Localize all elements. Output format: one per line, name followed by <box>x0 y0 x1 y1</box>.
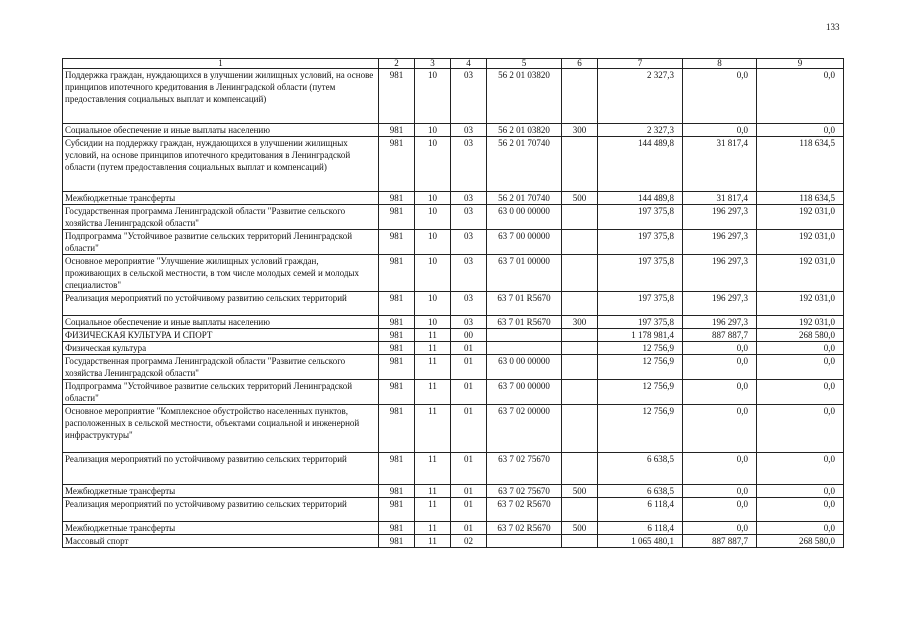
section-cell: 11 <box>415 405 451 453</box>
table-row <box>63 192 844 205</box>
column-number-row <box>63 59 844 69</box>
subsection-cell: 03 <box>451 255 487 292</box>
amount-year-2-cell: 0,0 <box>683 485 757 498</box>
column-number-header: 6 <box>562 59 598 69</box>
ministry-code-cell: 981 <box>379 522 415 535</box>
amount-year-2-cell: 31 817,4 <box>683 137 757 192</box>
target-article-cell: 63 7 00 00000 <box>487 380 562 405</box>
ministry-code-cell: 981 <box>379 535 415 548</box>
ministry-code-cell: 981 <box>379 69 415 124</box>
section-cell: 11 <box>415 522 451 535</box>
amount-year-3-cell: 0,0 <box>757 405 844 453</box>
item-name-cell: Реализация мероприятий по устойчивому развитию сельских территорий <box>63 498 379 522</box>
amount-year-1-cell: 12 756,9 <box>598 342 683 355</box>
amount-year-3-cell: 268 580,0 <box>757 535 844 548</box>
amount-year-2-cell: 196 297,3 <box>683 316 757 329</box>
subsection-cell: 01 <box>451 453 487 485</box>
amount-year-2-cell: 196 297,3 <box>683 230 757 255</box>
expense-type-cell: 300 <box>562 316 598 329</box>
column-number-header: 4 <box>451 59 487 69</box>
amount-year-3-cell: 118 634,5 <box>757 192 844 205</box>
item-name-cell: Субсидии на поддержку граждан, нуждающихся в улучшении жилищных условий, на основе принципов ипотечного кредитования в Ленинградской области (путем предоставления социальных выплат и компенсаций) <box>63 137 379 192</box>
amount-year-2-cell: 0,0 <box>683 342 757 355</box>
amount-year-3-cell: 0,0 <box>757 453 844 485</box>
amount-year-1-cell: 6 638,5 <box>598 485 683 498</box>
table-row <box>63 405 844 453</box>
expense-type-cell <box>562 69 598 124</box>
expense-type-cell: 500 <box>562 192 598 205</box>
amount-year-1-cell: 197 375,8 <box>598 292 683 316</box>
amount-year-1-cell: 12 756,9 <box>598 405 683 453</box>
section-cell: 10 <box>415 69 451 124</box>
target-article-cell: 63 7 01 R5670 <box>487 316 562 329</box>
amount-year-1-cell: 6 638,5 <box>598 453 683 485</box>
expense-type-cell: 500 <box>562 522 598 535</box>
subsection-cell: 02 <box>451 535 487 548</box>
table-row <box>63 69 844 124</box>
target-article-cell: 63 7 01 00000 <box>487 255 562 292</box>
target-article-cell <box>487 329 562 342</box>
target-article-cell: 63 0 00 00000 <box>487 205 562 230</box>
ministry-code-cell: 981 <box>379 230 415 255</box>
column-number-header: 9 <box>757 59 844 69</box>
subsection-cell: 03 <box>451 292 487 316</box>
table-row <box>63 230 844 255</box>
table-row <box>63 124 844 137</box>
target-article-cell: 63 7 02 00000 <box>487 405 562 453</box>
amount-year-3-cell: 192 031,0 <box>757 255 844 292</box>
budget-table-sheet <box>62 58 843 548</box>
expense-type-cell <box>562 535 598 548</box>
table-row <box>63 380 844 405</box>
amount-year-1-cell: 12 756,9 <box>598 380 683 405</box>
amount-year-2-cell: 0,0 <box>683 380 757 405</box>
item-name-cell: Государственная программа Ленинградской области "Развитие сельского хозяйства Ленинградской области" <box>63 355 379 380</box>
amount-year-3-cell: 192 031,0 <box>757 316 844 329</box>
table-row <box>63 255 844 292</box>
amount-year-3-cell: 192 031,0 <box>757 205 844 230</box>
ministry-code-cell: 981 <box>379 124 415 137</box>
target-article-cell: 56 2 01 70740 <box>487 192 562 205</box>
item-name-cell: Межбюджетные трансферты <box>63 485 379 498</box>
section-cell: 10 <box>415 137 451 192</box>
column-number-header: 5 <box>487 59 562 69</box>
section-cell: 11 <box>415 355 451 380</box>
amount-year-3-cell: 268 580,0 <box>757 329 844 342</box>
table-body <box>63 59 844 548</box>
amount-year-3-cell: 0,0 <box>757 355 844 380</box>
table-row <box>63 316 844 329</box>
expense-type-cell <box>562 498 598 522</box>
table-row <box>63 205 844 230</box>
amount-year-2-cell: 887 887,7 <box>683 535 757 548</box>
subsection-cell: 03 <box>451 69 487 124</box>
section-cell: 11 <box>415 342 451 355</box>
amount-year-1-cell: 2 327,3 <box>598 69 683 124</box>
amount-year-1-cell: 1 178 981,4 <box>598 329 683 342</box>
target-article-cell: 63 7 00 00000 <box>487 230 562 255</box>
subsection-cell: 03 <box>451 205 487 230</box>
table-row <box>63 342 844 355</box>
expense-type-cell <box>562 205 598 230</box>
ministry-code-cell: 981 <box>379 316 415 329</box>
budget-table <box>62 58 844 548</box>
expense-type-cell <box>562 255 598 292</box>
amount-year-1-cell: 1 065 480,1 <box>598 535 683 548</box>
expense-type-cell <box>562 137 598 192</box>
section-cell: 10 <box>415 192 451 205</box>
ministry-code-cell: 981 <box>379 498 415 522</box>
ministry-code-cell: 981 <box>379 342 415 355</box>
amount-year-3-cell: 0,0 <box>757 498 844 522</box>
subsection-cell: 03 <box>451 124 487 137</box>
amount-year-1-cell: 6 118,4 <box>598 498 683 522</box>
target-article-cell: 63 7 02 75670 <box>487 485 562 498</box>
ministry-code-cell: 981 <box>379 205 415 230</box>
amount-year-1-cell: 197 375,8 <box>598 205 683 230</box>
section-cell: 10 <box>415 255 451 292</box>
item-name-cell: Межбюджетные трансферты <box>63 192 379 205</box>
amount-year-2-cell: 0,0 <box>683 405 757 453</box>
table-row <box>63 355 844 380</box>
section-cell: 11 <box>415 380 451 405</box>
item-name-cell: Реализация мероприятий по устойчивому развитию сельских территорий <box>63 453 379 485</box>
ministry-code-cell: 981 <box>379 329 415 342</box>
ministry-code-cell: 981 <box>379 355 415 380</box>
column-number-header: 7 <box>598 59 683 69</box>
target-article-cell: 63 7 01 R5670 <box>487 292 562 316</box>
amount-year-2-cell: 0,0 <box>683 453 757 485</box>
subsection-cell: 03 <box>451 316 487 329</box>
item-name-cell: Государственная программа Ленинградской области "Развитие сельского хозяйства Ленинградской области" <box>63 205 379 230</box>
amount-year-3-cell: 192 031,0 <box>757 230 844 255</box>
subsection-cell: 01 <box>451 405 487 453</box>
amount-year-2-cell: 196 297,3 <box>683 205 757 230</box>
amount-year-3-cell: 0,0 <box>757 522 844 535</box>
amount-year-1-cell: 197 375,8 <box>598 230 683 255</box>
amount-year-3-cell: 0,0 <box>757 124 844 137</box>
table-row <box>63 292 844 316</box>
section-cell: 11 <box>415 329 451 342</box>
ministry-code-cell: 981 <box>379 453 415 485</box>
amount-year-1-cell: 6 118,4 <box>598 522 683 535</box>
item-name-cell: Социальное обеспечение и иные выплаты населению <box>63 124 379 137</box>
table-row <box>63 329 844 342</box>
amount-year-1-cell: 144 489,8 <box>598 192 683 205</box>
section-cell: 10 <box>415 205 451 230</box>
ministry-code-cell: 981 <box>379 292 415 316</box>
section-cell: 11 <box>415 485 451 498</box>
amount-year-1-cell: 197 375,8 <box>598 255 683 292</box>
column-number-header: 1 <box>63 59 379 69</box>
expense-type-cell: 300 <box>562 124 598 137</box>
amount-year-2-cell: 196 297,3 <box>683 255 757 292</box>
expense-type-cell <box>562 230 598 255</box>
amount-year-2-cell: 887 887,7 <box>683 329 757 342</box>
table-row <box>63 535 844 548</box>
ministry-code-cell: 981 <box>379 405 415 453</box>
section-cell: 10 <box>415 292 451 316</box>
amount-year-3-cell: 0,0 <box>757 380 844 405</box>
item-name-cell: Межбюджетные трансферты <box>63 522 379 535</box>
expense-type-cell <box>562 453 598 485</box>
item-name-cell: Основное мероприятие "Улучшение жилищных условий граждан, проживающих в сельской местности, в том числе молодых семей и молодых специалистов" <box>63 255 379 292</box>
subsection-cell: 01 <box>451 342 487 355</box>
subsection-cell: 01 <box>451 355 487 380</box>
item-name-cell: Физическая культура <box>63 342 379 355</box>
subsection-cell: 03 <box>451 230 487 255</box>
column-number-header: 8 <box>683 59 757 69</box>
section-cell: 11 <box>415 535 451 548</box>
target-article-cell: 56 2 01 03820 <box>487 124 562 137</box>
amount-year-3-cell: 0,0 <box>757 69 844 124</box>
target-article-cell <box>487 342 562 355</box>
amount-year-1-cell: 144 489,8 <box>598 137 683 192</box>
table-row <box>63 522 844 535</box>
ministry-code-cell: 981 <box>379 380 415 405</box>
expense-type-cell <box>562 380 598 405</box>
table-row <box>63 137 844 192</box>
section-cell: 11 <box>415 453 451 485</box>
subsection-cell: 00 <box>451 329 487 342</box>
subsection-cell: 01 <box>451 498 487 522</box>
item-name-cell: Социальное обеспечение и иные выплаты населению <box>63 316 379 329</box>
amount-year-1-cell: 2 327,3 <box>598 124 683 137</box>
section-cell: 11 <box>415 498 451 522</box>
column-number-header: 3 <box>415 59 451 69</box>
amount-year-2-cell: 0,0 <box>683 498 757 522</box>
table-row <box>63 485 844 498</box>
item-name-cell: Массовый спорт <box>63 535 379 548</box>
target-article-cell: 56 2 01 03820 <box>487 69 562 124</box>
expense-type-cell <box>562 342 598 355</box>
ministry-code-cell: 981 <box>379 137 415 192</box>
target-article-cell <box>487 535 562 548</box>
amount-year-2-cell: 0,0 <box>683 124 757 137</box>
section-cell: 10 <box>415 316 451 329</box>
expense-type-cell <box>562 355 598 380</box>
target-article-cell: 63 7 02 R5670 <box>487 498 562 522</box>
ministry-code-cell: 981 <box>379 485 415 498</box>
subsection-cell: 03 <box>451 192 487 205</box>
expense-type-cell: 500 <box>562 485 598 498</box>
section-cell: 10 <box>415 230 451 255</box>
target-article-cell: 63 7 02 R5670 <box>487 522 562 535</box>
target-article-cell: 63 0 00 00000 <box>487 355 562 380</box>
amount-year-2-cell: 196 297,3 <box>683 292 757 316</box>
section-cell: 10 <box>415 124 451 137</box>
ministry-code-cell: 981 <box>379 255 415 292</box>
page-number: 133 <box>826 22 840 32</box>
item-name-cell: Подпрограмма "Устойчивое развитие сельских территорий Ленинградской области" <box>63 380 379 405</box>
subsection-cell: 01 <box>451 380 487 405</box>
item-name-cell: Поддержка граждан, нуждающихся в улучшении жилищных условий, на основе принципов ипотечного кредитования в Ленинградской области (путем предоставления социальных выплат и компенсаций) <box>63 69 379 124</box>
amount-year-1-cell: 12 756,9 <box>598 355 683 380</box>
subsection-cell: 01 <box>451 485 487 498</box>
item-name-cell: Основное мероприятие "Комплексное обустройство населенных пунктов, расположенных в сельской местности, объектами социальной и инженерной инфраструктуры" <box>63 405 379 453</box>
table-row <box>63 498 844 522</box>
amount-year-2-cell: 31 817,4 <box>683 192 757 205</box>
expense-type-cell <box>562 292 598 316</box>
target-article-cell: 56 2 01 70740 <box>487 137 562 192</box>
amount-year-2-cell: 0,0 <box>683 69 757 124</box>
column-number-header: 2 <box>379 59 415 69</box>
subsection-cell: 01 <box>451 522 487 535</box>
item-name-cell: Реализация мероприятий по устойчивому развитию сельских территорий <box>63 292 379 316</box>
amount-year-2-cell: 0,0 <box>683 522 757 535</box>
amount-year-2-cell: 0,0 <box>683 355 757 380</box>
table-row <box>63 453 844 485</box>
item-name-cell: Подпрограмма "Устойчивое развитие сельских территорий Ленинградской области" <box>63 230 379 255</box>
amount-year-3-cell: 0,0 <box>757 342 844 355</box>
item-name-cell: ФИЗИЧЕСКАЯ КУЛЬТУРА И СПОРТ <box>63 329 379 342</box>
amount-year-3-cell: 0,0 <box>757 485 844 498</box>
target-article-cell: 63 7 02 75670 <box>487 453 562 485</box>
expense-type-cell <box>562 405 598 453</box>
subsection-cell: 03 <box>451 137 487 192</box>
amount-year-1-cell: 197 375,8 <box>598 316 683 329</box>
ministry-code-cell: 981 <box>379 192 415 205</box>
amount-year-3-cell: 192 031,0 <box>757 292 844 316</box>
expense-type-cell <box>562 329 598 342</box>
amount-year-3-cell: 118 634,5 <box>757 137 844 192</box>
